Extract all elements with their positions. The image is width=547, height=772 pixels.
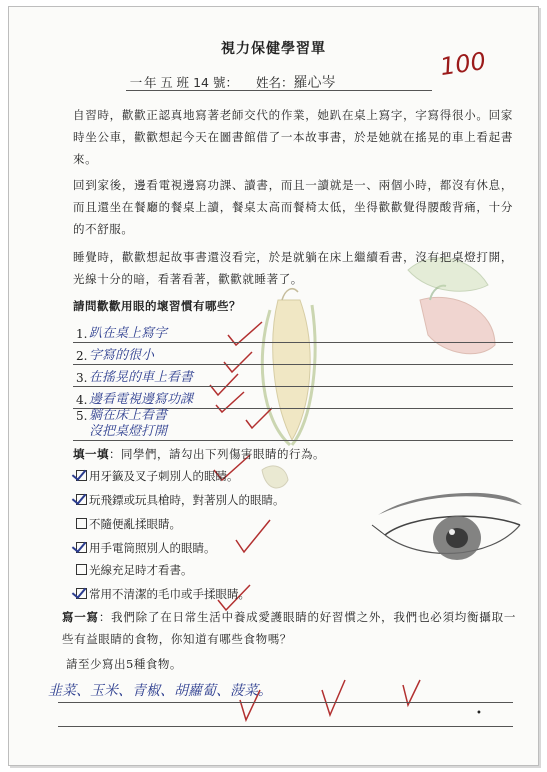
write-section-prompt	[62, 606, 516, 650]
answer-text: 沒把桌燈打開	[89, 424, 168, 439]
answer-number: 4.	[76, 393, 88, 407]
answer-number: 2.	[76, 349, 88, 363]
class-value: 五	[160, 75, 173, 90]
answer-line-1	[73, 322, 513, 343]
answer-line-food-1	[58, 702, 513, 703]
answer-line-food-2	[58, 726, 513, 727]
student-name: 羅心岑	[293, 75, 336, 91]
answer-text: 邊看電視邊寫功課	[89, 392, 194, 407]
write-instruction: 請至少寫出5種食物。	[66, 657, 182, 671]
story-paragraph-1: 自習時，歡歡正認真地寫著老師交代的作業，她趴在桌上寫字，字寫得很小。回家時坐公車，歡歡想起今天在圖書館借了一本故事書，於是她就在搖晃的車上看起書來。	[73, 108, 513, 166]
write-section-text: ：我們除了在日常生活中養成愛護眼睛的好習慣之外，我們也必須均衡攝取一些有益眼睛的食物，你知道有哪些食物嗎？	[62, 610, 516, 646]
fill-section-text: ：同學們，請勾出下列傷害眼睛的行為。	[109, 447, 325, 461]
write-section-label: 寫一寫	[62, 610, 99, 624]
checklist-item	[76, 468, 239, 484]
answer-text: 在搖晃的車上看書	[89, 370, 194, 385]
answer-number: 1.	[76, 327, 88, 341]
answer-line-6	[73, 420, 513, 441]
checklist-label: 用手電筒照別人的眼睛。	[89, 541, 216, 555]
checkbox-checked[interactable]	[76, 542, 87, 553]
checklist-item	[76, 586, 250, 602]
story-paragraph-3: 睡覺時，歡歡想起故事書還沒看完，於是就躺在床上繼續看書，沒有把桌燈打開，光線十分的暗，看著看著，歡歡就睡著了。	[73, 250, 513, 286]
student-info-line	[128, 72, 336, 92]
checklist-item	[76, 492, 285, 508]
bullet-dot: •	[476, 708, 482, 719]
checklist-item	[76, 562, 193, 578]
checkbox-unchecked[interactable]	[76, 518, 87, 529]
fill-section-prompt	[73, 446, 325, 462]
checklist-item	[76, 540, 216, 556]
answer-number: 5.	[76, 409, 88, 423]
seat-number-value: 14	[193, 75, 209, 90]
checklist-item	[76, 516, 181, 532]
answer-line-3	[73, 366, 513, 387]
score-mark: 100	[438, 46, 488, 82]
checkbox-checked[interactable]	[76, 494, 87, 505]
checklist-label: 常用不清潔的毛巾或手揉眼睛。	[89, 587, 250, 601]
answer-number: 3.	[76, 371, 88, 385]
checklist-label: 光線充足時才看書。	[89, 563, 193, 577]
checkbox-checked[interactable]	[76, 470, 87, 481]
seat-number-label: 號：	[213, 75, 239, 90]
checkbox-unchecked[interactable]	[76, 564, 87, 575]
answer-text: 字寫的很小	[89, 348, 155, 363]
checkbox-checked[interactable]	[76, 588, 87, 599]
class-label: 班	[176, 75, 190, 90]
answer-line-2	[73, 344, 513, 365]
page-title: 視力保健學習單	[221, 41, 326, 57]
question-1-prompt: 請問歡歡用眼的壞習慣有哪些？	[73, 299, 241, 313]
answer-text: 趴在桌上寫字	[89, 326, 168, 341]
answer-text: 躺在床上看書	[89, 408, 168, 423]
fill-section-label: 填一填	[73, 447, 109, 461]
header-underline	[126, 90, 432, 91]
grade-label: 年	[144, 75, 157, 90]
grade-value: 一	[129, 75, 143, 90]
name-label: 姓名：	[256, 75, 294, 90]
food-answer: 韭菜、玉米、青椒、胡蘿蔔、菠菜。	[48, 683, 272, 699]
checklist-label: 用牙籤及叉子刺別人的眼睛。	[89, 469, 239, 483]
checklist-label: 不隨便亂揉眼睛。	[89, 517, 181, 531]
checklist-label: 玩飛鏢或玩具槍時，對著別人的眼睛。	[89, 493, 285, 507]
story-paragraph-2: 回到家後，邊看電視邊寫功課、讀書，而且一讀就是一、兩個小時，都沒有休息，而且還坐在餐廳的餐桌上讀，餐桌太高而餐椅太低，坐得歡歡覺得腰酸背痛，十分的不舒服。	[73, 178, 513, 236]
